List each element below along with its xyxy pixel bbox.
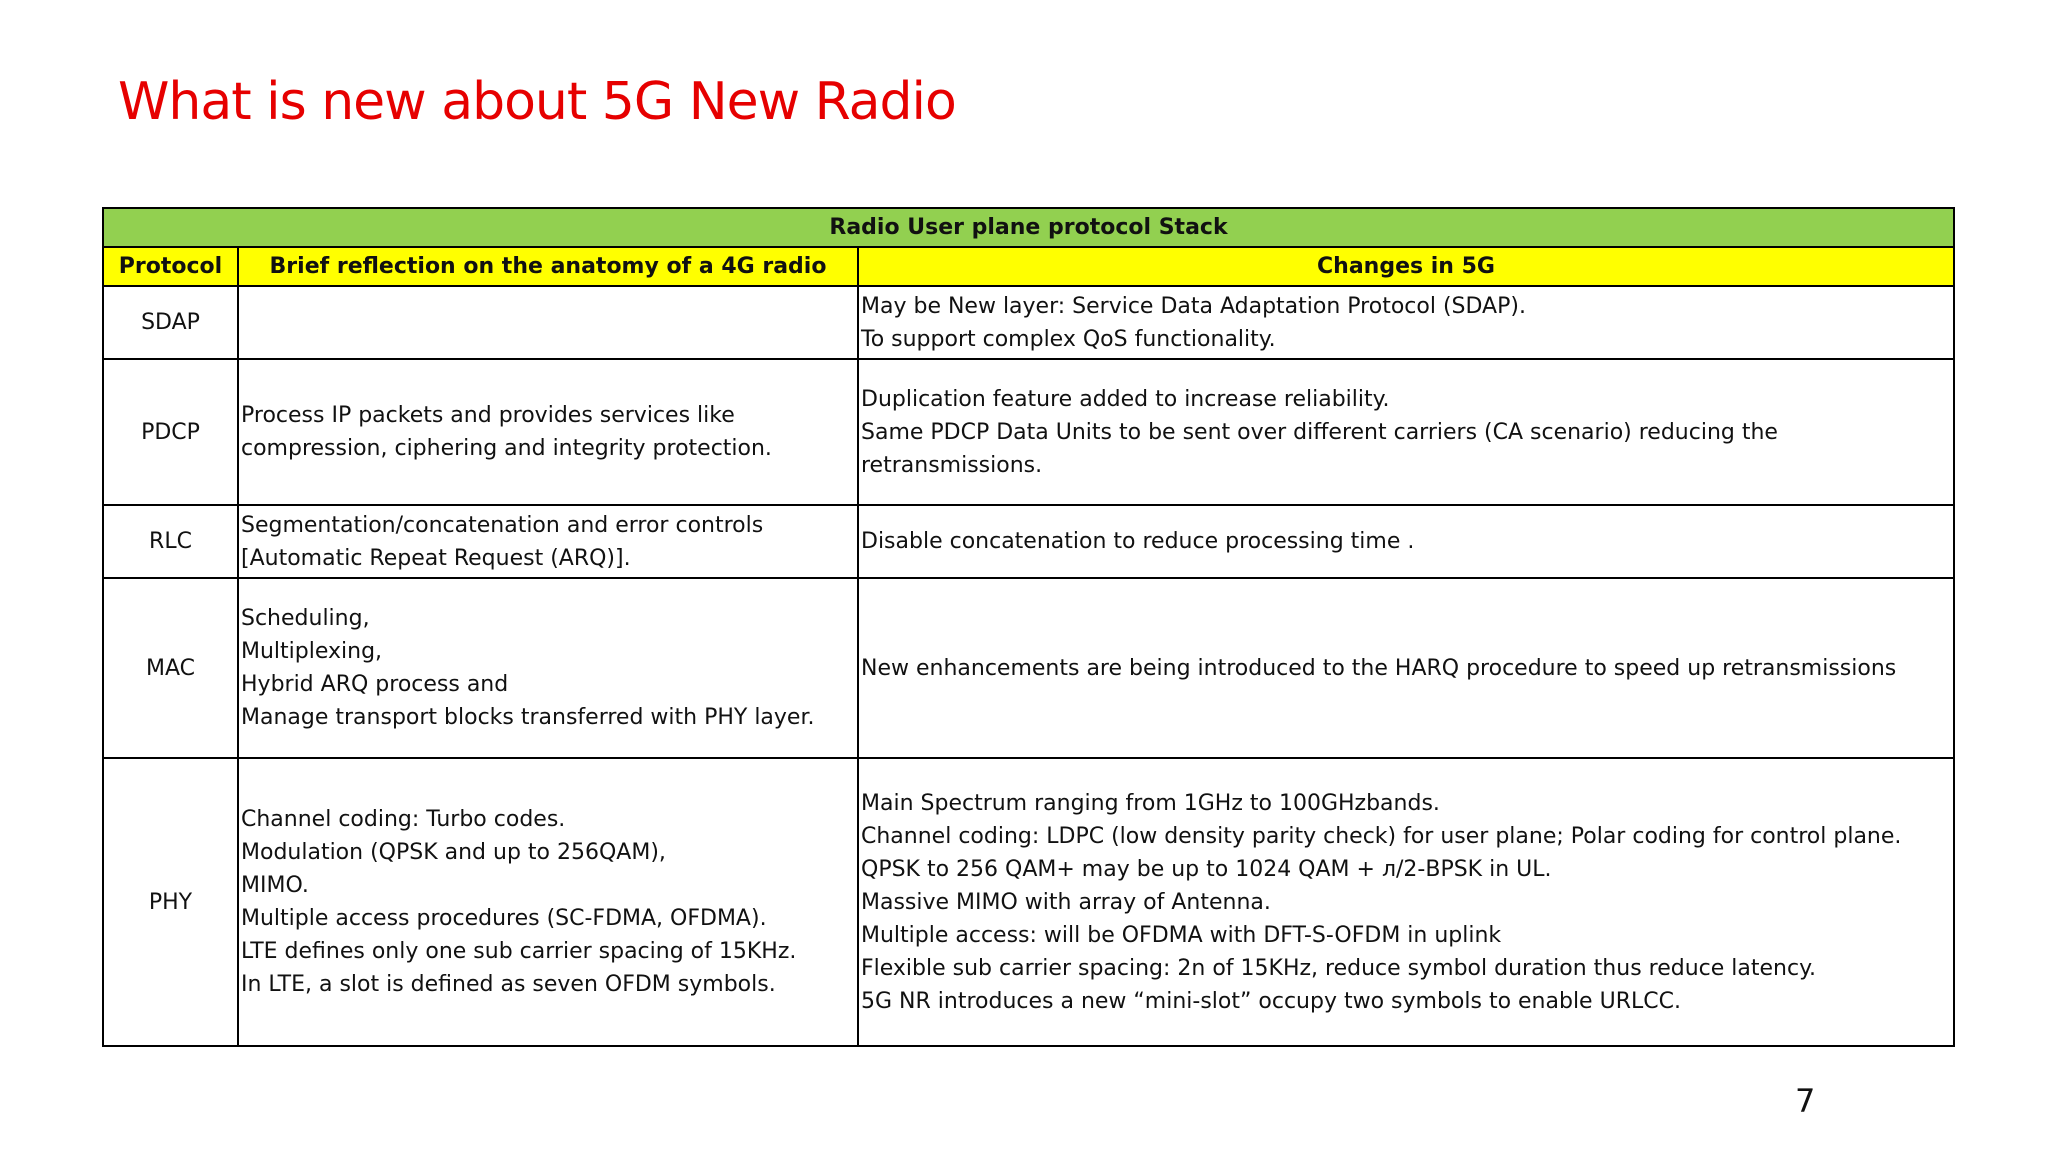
page-number: 7 [1795, 1082, 1816, 1120]
table-row [103, 286, 1954, 359]
table-row [103, 359, 1954, 505]
table-header-row [103, 247, 1954, 286]
lte-line: Process IP packets and provides services like [241, 403, 735, 428]
slide-title: What is new about 5G New Radio [118, 72, 956, 132]
lte-line: In LTE, a slot is defined as seven OFDM symbols. [241, 972, 776, 997]
lte-line: compression, ciphering and integrity protection. [241, 436, 772, 461]
lte-line: Channel coding: Turbo codes. [241, 807, 566, 832]
nr-line: 5G NR introduces a new “mini-slot” occupy two symbols to enable URLCC. [861, 988, 1681, 1014]
table-banner: Radio User plane protocol Stack [103, 208, 1954, 247]
lte-line: Segmentation/concatenation and error controls [241, 512, 764, 538]
nr-line: Disable concatenation to reduce processing time . [861, 529, 1415, 554]
protocol-cell: PDCP [103, 359, 238, 505]
lte-line: Multiplexing, [241, 639, 383, 664]
protocol-cell: RLC [103, 505, 238, 578]
header-changes-5g: Changes in 5G [858, 247, 1954, 286]
nr-line: QPSK to 256 QAM+ may be up to 1024 QAM + л/2-BPSK in UL. [861, 856, 1552, 882]
protocol-cell: MAC [103, 578, 238, 758]
lte-line: Scheduling, [241, 606, 370, 631]
nr-line: Same PDCP Data Units to be sent over different carriers (CA scenario) reducing the [861, 419, 1778, 445]
nr-line: Multiple access: will be OFDMA with DFT-S-OFDM in uplink [861, 922, 1502, 948]
nr-line: Flexible sub carrier spacing: 2n of 15KHz, reduce symbol duration thus reduce latency. [861, 955, 1816, 981]
table-row [103, 578, 1954, 758]
lte-line: Manage transport blocks transferred with PHY layer. [241, 705, 815, 730]
lte-line: [Automatic Repeat Request (ARQ)]. [241, 545, 631, 571]
nr-cell [858, 505, 1954, 578]
nr-line: Massive MIMO with array of Antenna. [861, 889, 1271, 915]
lte-line: MIMO. [241, 873, 309, 898]
nr-line: New enhancements are being introduced to the HARQ procedure to speed up retransmissions [861, 655, 1897, 681]
protocol-cell: PHY [103, 758, 238, 1046]
nr-line: Duplication feature added to increase reliability. [861, 386, 1390, 412]
lte-line: Modulation (QPSK and up to 256QAM), [241, 840, 666, 865]
lte-cell [238, 578, 858, 758]
lte-cell [238, 286, 858, 359]
nr-cell [858, 359, 1954, 505]
protocol-stack-table [102, 207, 1955, 1047]
lte-cell [238, 758, 858, 1046]
table-banner-row [103, 208, 1954, 247]
table-row [103, 758, 1954, 1046]
nr-cell [858, 286, 1954, 359]
nr-line: May be New layer: Service Data Adaptation Protocol (SDAP). [861, 293, 1526, 319]
lte-cell [238, 359, 858, 505]
header-protocol: Protocol [103, 247, 238, 286]
protocol-cell: SDAP [103, 286, 238, 359]
lte-line: Hybrid ARQ process and [241, 672, 509, 697]
nr-line: Channel coding: LDPC (low density parity check) for user plane; Polar coding for control plane. [861, 823, 1902, 849]
lte-cell [238, 505, 858, 578]
table-row [103, 505, 1954, 578]
nr-line: retransmissions. [861, 452, 1043, 478]
lte-line: Multiple access procedures (SC-FDMA, OFDMA). [241, 906, 767, 931]
nr-line: Main Spectrum ranging from 1GHz to 100GHzbands. [861, 790, 1440, 816]
nr-cell [858, 758, 1954, 1046]
lte-line: LTE defines only one sub carrier spacing of 15KHz. [241, 939, 797, 964]
header-4g-anatomy: Brief reflection on the anatomy of a 4G radio [238, 247, 858, 286]
nr-line: To support complex QoS functionality. [861, 326, 1276, 352]
nr-cell [858, 578, 1954, 758]
